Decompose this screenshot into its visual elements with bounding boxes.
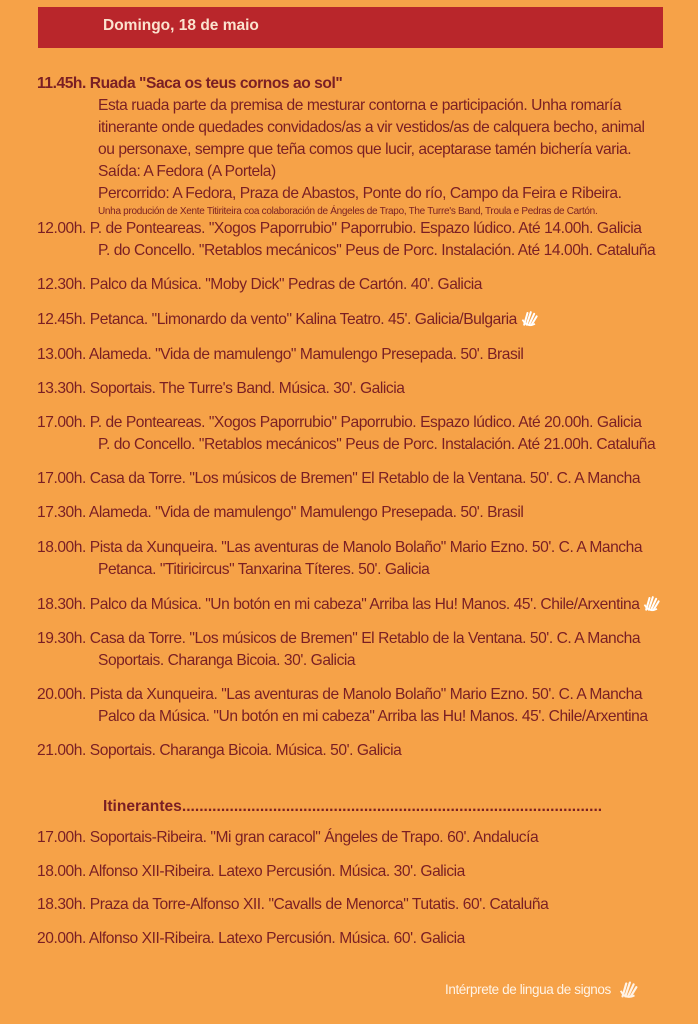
entry-text: Alameda. "Vida de mamulengo" Mamulengo Presepada. 50'. Brasil: [88, 345, 524, 363]
entry-line: [37, 378, 692, 400]
sign-language-legend: [445, 978, 640, 1000]
entry-line-2: P. do Concello. "Retablos mecánicos" Peus de Porc. Instalación. Até 14.00h. Cataluña: [98, 242, 656, 259]
ruada-credit: Unha produción de Xente Titiriteira coa colaboración de Ángeles de Trapo, The Turre's Band, Troula e Pedras de Cartón.: [98, 206, 598, 217]
ruada-desc-2: itinerante onde quedades convidados/as a vir vestidos/as de calquera becho, animal: [98, 119, 645, 136]
programme: [37, 73, 692, 961]
entry-line: [37, 827, 692, 849]
entry-line-2: Palco da Música. "Un botón en mi cabeza" Arriba las Hu! Manos. 45'. Chile/Arxentina: [98, 708, 648, 726]
sign-language-icon: [618, 978, 640, 1000]
entry-text: Pista da Xunqueira. "Las aventuras de Manolo Bolaño" Mario Ezno. 50'. C. A Mancha: [89, 538, 643, 556]
entry-text: Palco da Música. "Moby Dick" Pedras de Cartón. 40'. Galicia: [89, 276, 483, 294]
schedule-entry: [37, 593, 692, 616]
entry-line: [37, 344, 692, 366]
sign-language-icon: [642, 593, 662, 613]
schedule-entry: [37, 894, 692, 916]
entry-line: [37, 537, 692, 559]
entry-line: [37, 928, 692, 950]
entry-text: Petanca. "Limonardo da vento" Kalina Teatro. 45'. Galicia/Bulgaria: [89, 311, 517, 329]
ruada-time: 11.45h.: [37, 75, 86, 92]
entry-time: 13.00h.: [37, 345, 86, 363]
entry-line: [37, 412, 692, 434]
entry-time: 20.00h.: [37, 929, 86, 947]
entry-line-2: P. do Concello. "Retablos mecánicos" Peus de Porc. Instalación. Até 21.00h. Cataluña: [98, 435, 656, 453]
schedule-entry: [37, 928, 692, 950]
entry-text: Palco da Música. "Un botón en mi cabeza" Arriba las Hu! Manos. 45'. Chile/Arxentina: [89, 595, 640, 613]
entry-line: [37, 502, 692, 524]
entry-text: Alfonso XII-Ribeira. Latexo Percusión. Música. 30'. Galicia: [88, 862, 465, 880]
entry-text: Pista da Xunqueira. "Las aventuras de Manolo Bolaño" Mario Ezno. 50'. C. A Mancha: [89, 686, 643, 704]
entry-time: 20.00h.: [37, 686, 86, 704]
sign-language-icon: [520, 308, 540, 328]
schedule-entry: [37, 274, 692, 296]
entry-time: 12.30h.: [37, 276, 86, 294]
entry-line-2: Soportais. Charanga Bicoia. 30'. Galicia: [98, 651, 356, 669]
schedule-entry: [37, 412, 692, 456]
ruada-title-line: [37, 73, 692, 95]
entry-text: Casa da Torre. "Los músicos de Bremen" El Retablo de la Ventana. 50'. C. A Mancha: [89, 629, 641, 647]
ruada-title: Ruada "Saca os teus cornos ao sol": [89, 75, 343, 92]
entry-text: Alameda. "Vida de mamulengo" Mamulengo Presepada. 50'. Brasil: [88, 504, 524, 522]
entry-line: [37, 628, 692, 650]
entry-text: Praza da Torre-Alfonso XII. "Cavalls de Menorca" Tutatis. 60'. Cataluña: [89, 896, 549, 914]
ruada-desc-1: Esta ruada parte da premisa de mesturar contorna e participación. Unha romaría: [98, 97, 622, 114]
entry-text: Soportais-Ribeira. "Mi gran caracol" Ángeles de Trapo. 60'. Andalucía: [89, 829, 539, 847]
schedule-entry: [37, 344, 692, 366]
entry-line: [37, 308, 692, 331]
entry-time: 13.30h.: [37, 379, 86, 397]
entry-line-2: Petanca. "Titiricircus" Tanxarina Títeres. 50'. Galicia: [98, 560, 430, 578]
schedule-entry: [37, 502, 692, 524]
entry-line: [37, 684, 692, 706]
entry-line: [37, 274, 692, 296]
ruada-desc-3: ou personaxe, sempre que teña comos que lucir, aceptarase tamén bichería varia.: [98, 141, 632, 158]
entry-time: 12.00h.: [37, 220, 86, 237]
ruada-saida: Saída: A Fedora (A Portela): [98, 163, 276, 180]
entry-time: 18.00h.: [37, 862, 86, 880]
entry-time: 17.30h.: [37, 504, 86, 522]
entry-line: [37, 894, 692, 916]
schedule-entry: [37, 861, 692, 883]
schedule-entry: [37, 827, 692, 849]
legend-label: Intérprete de lingua de signos: [445, 982, 611, 997]
schedule-entry: [37, 537, 692, 581]
schedule-entry: [37, 218, 692, 262]
itinerantes-list: [37, 827, 692, 950]
entry-time: 18.00h.: [37, 538, 86, 556]
entry-line: [37, 861, 692, 883]
entry-text: P. de Ponteareas. "Xogos Paporrubio" Paporrubio. Espazo lúdico. Até 14.00h. Galicia: [89, 220, 642, 237]
entry-time: 12.45h.: [37, 311, 86, 329]
entry-text: Soportais. The Turre's Band. Música. 30'. Galicia: [89, 379, 405, 397]
entry-time: 18.30h.: [37, 896, 86, 914]
ruada-percorrido: Percorrido: A Fedora, Praza de Abastos, Ponte do río, Campo da Feira e Ribeira.: [98, 185, 622, 202]
ruada-entry: [37, 73, 692, 218]
entry-time: 17.00h.: [37, 413, 86, 431]
entry-time: 17.00h.: [37, 470, 86, 488]
entry-time: 19.30h.: [37, 629, 86, 647]
entry-text: P. de Ponteareas. "Xogos Paporrubio" Paporrubio. Espazo lúdico. Até 20.00h. Galicia: [89, 413, 642, 431]
entry-text: Casa da Torre. "Los músicos de Bremen" El Retablo de la Ventana. 50'. C. A Mancha: [89, 470, 641, 488]
day-header: [38, 7, 663, 48]
entry-line: [37, 740, 692, 762]
entry-time: 21.00h.: [37, 742, 86, 760]
schedule-entry: [37, 308, 692, 331]
entry-line: [37, 468, 692, 490]
itinerantes-heading: Itinerantes.................................................................................................: [103, 798, 603, 816]
entry-time: 18.30h.: [37, 595, 86, 613]
schedule-entry: [37, 684, 692, 728]
schedule-entry: [37, 378, 692, 400]
day-title: Domingo, 18 de maio: [103, 17, 259, 34]
entry-text: Alfonso XII-Ribeira. Latexo Percusión. Música. 60'. Galicia: [88, 929, 465, 947]
schedule-entry: [37, 740, 692, 762]
entry-line: [37, 218, 692, 240]
schedule-entry: [37, 468, 692, 490]
entry-line: [37, 593, 692, 616]
schedule-entry: [37, 628, 692, 672]
entry-time: 17.00h.: [37, 829, 86, 847]
schedule-list: [37, 218, 692, 762]
entry-text: Soportais. Charanga Bicoia. Música. 50'. Galicia: [89, 742, 402, 760]
